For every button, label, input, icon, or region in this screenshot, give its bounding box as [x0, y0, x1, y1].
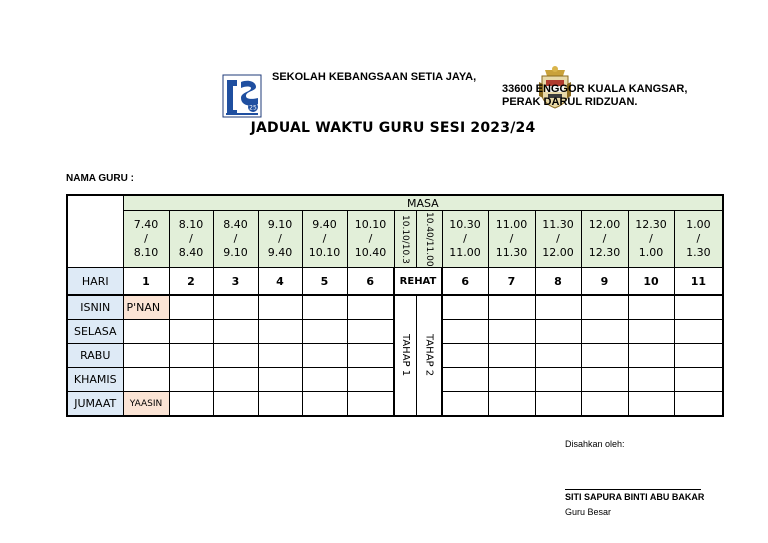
table-row — [67, 295, 723, 320]
period-number: 5 — [302, 268, 347, 296]
lesson-cell — [674, 295, 723, 320]
tahap-cell — [416, 295, 442, 416]
principal-title: Guru Besar — [565, 507, 612, 517]
break-time-cell — [416, 211, 442, 268]
address-line-1: 33600 ENGGOR KUALA KANGSAR, — [502, 83, 688, 95]
time-slot-end: 1.30 — [686, 246, 711, 259]
lesson-cell — [347, 392, 394, 417]
period-number: 3 — [213, 268, 258, 296]
teacher-name-label: NAMA GURU : — [66, 173, 134, 184]
day-label: ISNIN — [67, 295, 123, 320]
school-name: SEKOLAH KEBANGSAAN SETIA JAYA, — [272, 71, 477, 83]
period-number: 6 — [442, 268, 488, 296]
hari-header: HARI — [67, 268, 123, 296]
time-slot-end: 9.40 — [267, 246, 293, 259]
lesson-cell — [628, 295, 674, 320]
lesson-cell — [581, 295, 628, 320]
lesson-cell — [347, 368, 394, 392]
time-slot-start: 9.10 — [267, 218, 293, 231]
time-slot — [258, 211, 302, 268]
time-slot-end: 12.30 — [588, 246, 621, 259]
rehat-header: REHAT — [394, 268, 442, 296]
lesson-cell — [581, 368, 628, 392]
time-slot-sep: / — [322, 232, 327, 245]
time-slot — [628, 211, 674, 268]
lesson-cell — [302, 295, 347, 320]
time-slot-end: 11.00 — [449, 246, 481, 259]
time-slot-sep: / — [509, 232, 514, 245]
time-slot-end: 9.10 — [223, 246, 248, 259]
period-number: 1 — [123, 268, 169, 296]
lesson-cell — [347, 344, 394, 368]
time-slot-start: 8.40 — [223, 218, 248, 231]
time-slot-end: 10.40 — [354, 246, 387, 259]
lesson-cell — [213, 368, 258, 392]
lesson-cell — [213, 320, 258, 344]
lesson-cell — [302, 392, 347, 417]
time-slot-sep: / — [144, 232, 148, 245]
lesson-cell — [442, 392, 488, 417]
lesson-cell — [628, 392, 674, 417]
lesson-cell — [123, 320, 169, 344]
time-slot-start: 11.30 — [542, 218, 574, 231]
time-slot-sep: / — [602, 232, 607, 245]
time-slot — [169, 211, 213, 268]
signature-line — [565, 489, 701, 490]
time-slot-start: 9.40 — [312, 218, 337, 231]
lesson-cell — [347, 320, 394, 344]
time-slot — [347, 211, 394, 268]
time-slot-start: 10.30 — [449, 218, 481, 231]
lesson-cell — [213, 344, 258, 368]
lesson-cell — [302, 320, 347, 344]
approved-by-label: Disahkan oleh: — [565, 439, 625, 449]
time-slot-start: 12.00 — [588, 218, 621, 231]
period-number: 8 — [535, 268, 581, 296]
page-title: JADUAL WAKTU GURU SESI 2023/24 — [250, 120, 536, 136]
lesson-cell — [674, 320, 723, 344]
period-number: 9 — [581, 268, 628, 296]
lesson-cell — [213, 295, 258, 320]
time-slot-sep: / — [696, 232, 701, 245]
lesson-cell — [169, 344, 213, 368]
time-slot — [674, 211, 723, 268]
time-slot — [442, 211, 488, 268]
lesson-cell — [535, 295, 581, 320]
lesson-cell — [488, 320, 535, 344]
lesson-cell — [535, 392, 581, 417]
time-slot-sep: / — [368, 232, 373, 245]
lesson-cell — [488, 392, 535, 417]
period-number: 11 — [674, 268, 723, 296]
lesson-cell — [442, 368, 488, 392]
lesson-cell — [123, 368, 169, 392]
logo-number: 25 — [249, 104, 257, 112]
lesson-cell — [581, 392, 628, 417]
time-slot-end: 1.00 — [638, 246, 664, 259]
period-number: 10 — [628, 268, 674, 296]
lesson-cell — [488, 295, 535, 320]
pnan-cell: P'NAN — [123, 295, 169, 320]
break-time: 10.40/11.00 — [424, 211, 434, 267]
lesson-cell — [258, 344, 302, 368]
time-slot-start: 11.00 — [495, 218, 528, 231]
time-slot-sep: / — [189, 232, 193, 245]
lesson-cell — [581, 320, 628, 344]
day-label: SELASA — [67, 320, 123, 344]
time-slot-start: 12.30 — [635, 218, 667, 231]
school-crest-icon — [222, 74, 262, 118]
time-slot-start: 7.40 — [133, 218, 159, 231]
lesson-cell — [488, 368, 535, 392]
time-slot — [213, 211, 258, 268]
timetable — [66, 194, 724, 417]
lesson-cell — [442, 320, 488, 344]
lesson-cell — [123, 344, 169, 368]
time-slot-end: 10.10 — [308, 246, 341, 259]
lesson-cell — [258, 368, 302, 392]
lesson-cell — [258, 392, 302, 417]
lesson-cell — [442, 344, 488, 368]
period-number: 7 — [488, 268, 535, 296]
break-time: 10.10/10.3 — [400, 214, 410, 264]
time-slot-end: 8.40 — [178, 246, 204, 259]
day-label: RABU — [67, 344, 123, 368]
lesson-cell — [169, 392, 213, 417]
lesson-cell — [535, 320, 581, 344]
lesson-cell — [674, 368, 723, 392]
lesson-cell — [169, 320, 213, 344]
time-slot-end: 12.00 — [542, 246, 574, 259]
yaasin-cell: YAASIN — [123, 392, 169, 417]
time-slot — [123, 211, 169, 268]
lesson-cell — [674, 392, 723, 417]
tahap-label: TAHAP 2 — [423, 334, 435, 377]
lesson-cell — [581, 344, 628, 368]
time-slot-sep: / — [649, 232, 653, 245]
time-slot-sep: / — [556, 232, 560, 245]
time-slot-start: 8.10 — [178, 218, 204, 231]
period-number: 2 — [169, 268, 213, 296]
lesson-cell — [169, 295, 213, 320]
lesson-cell — [535, 344, 581, 368]
lesson-cell — [628, 320, 674, 344]
day-label: JUMAAT — [67, 392, 123, 417]
masa-header: MASA — [123, 195, 723, 211]
lesson-cell — [258, 320, 302, 344]
time-slot-sep: / — [233, 232, 238, 245]
address-line-2: PERAK DARUL RIDZUAN. — [502, 96, 638, 108]
day-label: KHAMIS — [67, 368, 123, 392]
time-slot-sep: / — [278, 232, 282, 245]
time-slot-end: 8.10 — [133, 246, 159, 259]
corner-cell — [67, 195, 123, 268]
period-number: 4 — [258, 268, 302, 296]
lesson-cell — [258, 295, 302, 320]
lesson-cell — [169, 368, 213, 392]
time-slot — [581, 211, 628, 268]
lesson-cell — [488, 344, 535, 368]
lesson-cell — [628, 368, 674, 392]
period-number: 6 — [347, 268, 394, 296]
time-slot-end: 11.30 — [495, 246, 528, 259]
time-slot-start: 10.10 — [354, 218, 387, 231]
lesson-cell — [674, 344, 723, 368]
time-slot-start: 1.00 — [686, 218, 711, 231]
lesson-cell — [535, 368, 581, 392]
tahap-cell — [394, 295, 416, 416]
lesson-cell — [302, 368, 347, 392]
tahap-label: TAHAP 1 — [399, 334, 411, 377]
lesson-cell — [628, 344, 674, 368]
time-slot — [302, 211, 347, 268]
lesson-cell — [442, 295, 488, 320]
principal-name: SITI SAPURA BINTI ABU BAKAR — [565, 492, 705, 502]
time-slot — [488, 211, 535, 268]
time-slot — [535, 211, 581, 268]
lesson-cell — [302, 344, 347, 368]
time-slot-sep: / — [463, 232, 467, 245]
lesson-cell — [213, 392, 258, 417]
break-time-cell — [394, 211, 416, 268]
lesson-cell — [347, 295, 394, 320]
